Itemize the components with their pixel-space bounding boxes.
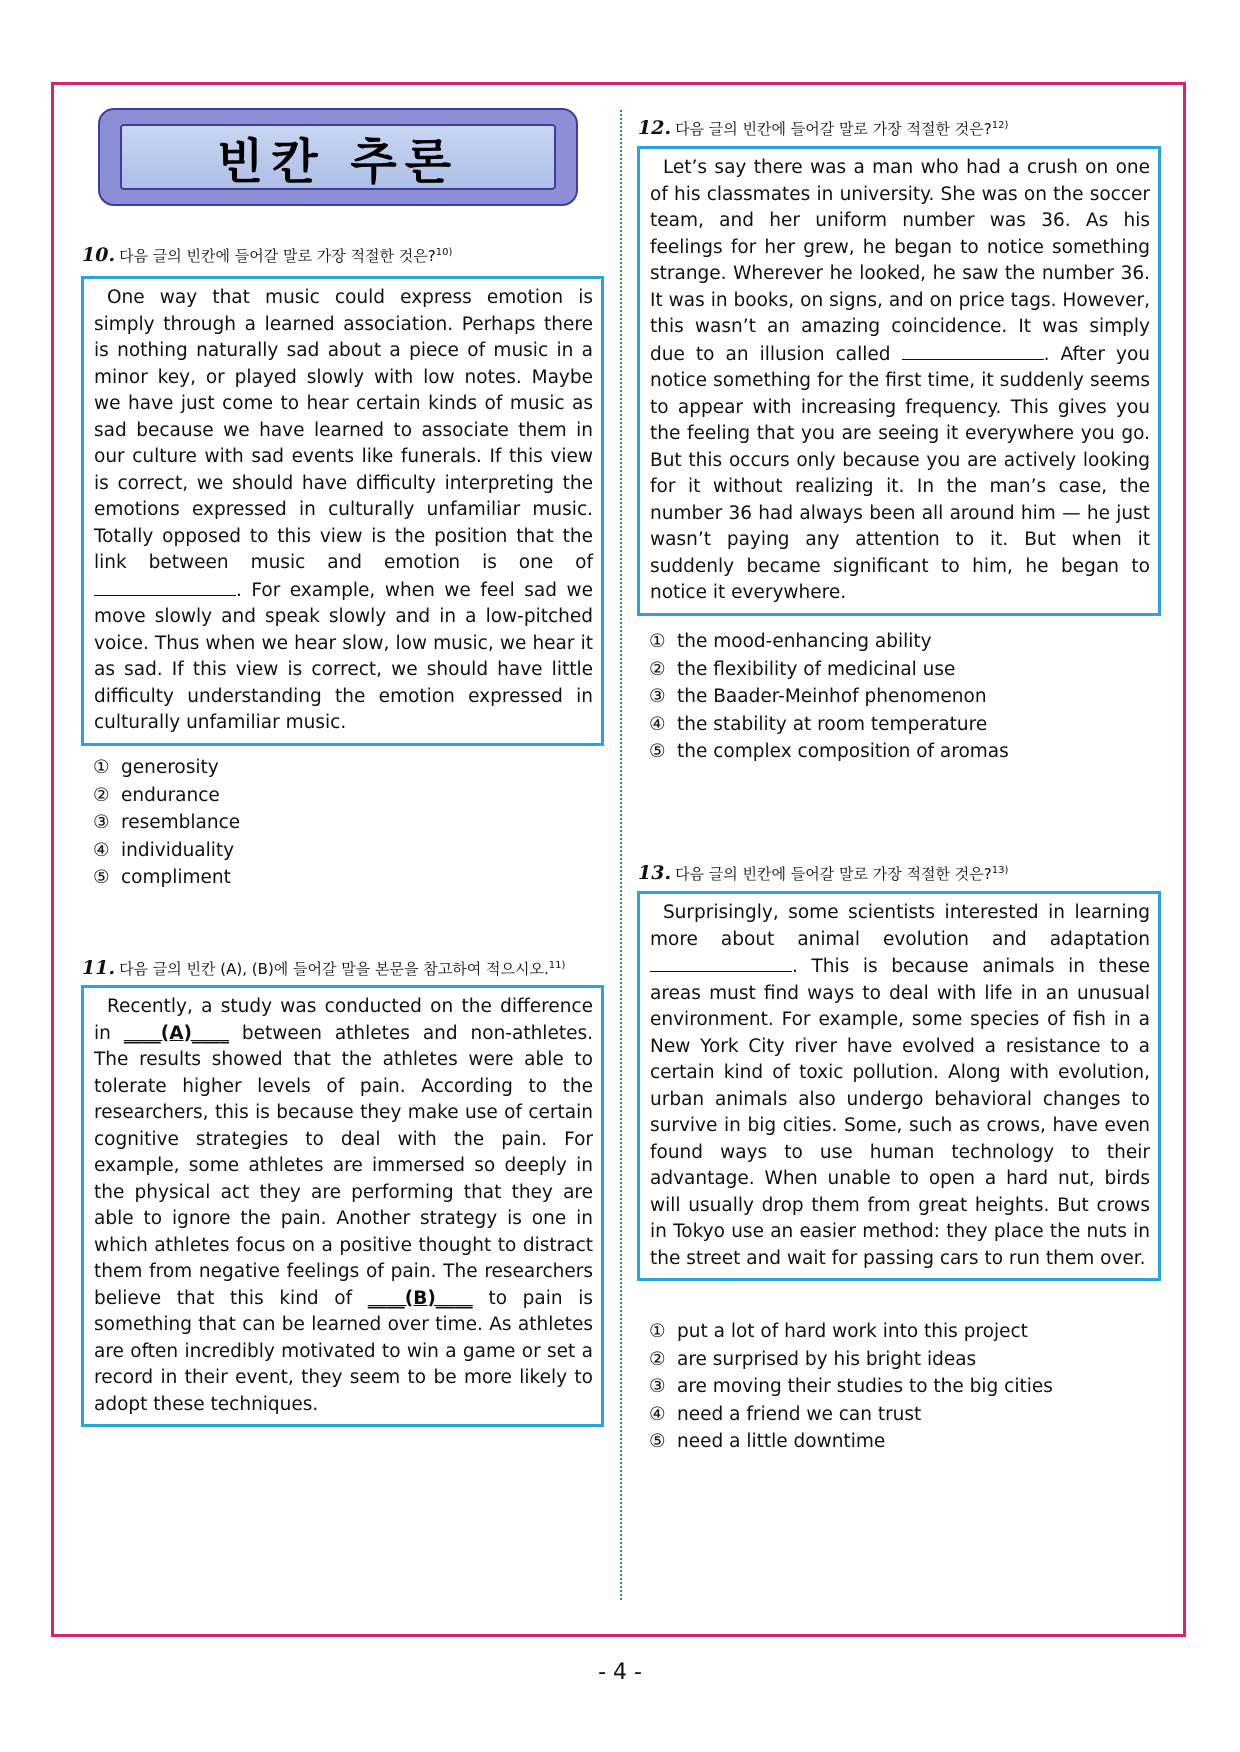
- answer-blank: [902, 341, 1044, 360]
- footnote-mark: 11): [548, 960, 566, 971]
- question-10-options: [93, 754, 240, 892]
- option-number: ④: [649, 713, 666, 735]
- answer-blank-b: ____(B)____: [367, 1287, 473, 1309]
- option-item[interactable]: [649, 1428, 1053, 1456]
- option-text: are surprised by his bright ideas: [677, 1348, 977, 1370]
- option-item[interactable]: [649, 738, 1009, 766]
- option-number: ④: [93, 839, 110, 861]
- option-text: the mood-enhancing ability: [677, 631, 932, 652]
- option-item[interactable]: [93, 754, 240, 782]
- option-item[interactable]: [649, 1318, 1053, 1346]
- question-11-prompt: [82, 957, 565, 979]
- option-text: the flexibility of medicinal use: [677, 658, 956, 680]
- option-item[interactable]: [649, 711, 1009, 739]
- question-13-options: [649, 1318, 1053, 1456]
- question-number: 11.: [82, 957, 116, 979]
- option-number: ⑤: [649, 741, 666, 762]
- option-text: resemblance: [121, 812, 241, 833]
- option-text: need a friend we can trust: [677, 1403, 922, 1425]
- option-item[interactable]: [93, 809, 240, 837]
- option-text: compliment: [121, 867, 231, 888]
- option-number: ②: [649, 1348, 666, 1370]
- option-number: ⑤: [649, 1431, 666, 1452]
- option-number: ③: [93, 812, 110, 833]
- option-number: ①: [93, 757, 110, 778]
- question-prompt-text: 다음 글의 빈칸에 들어갈 말로 가장 적절한 것은?: [675, 865, 992, 883]
- section-title-banner: [98, 108, 578, 206]
- option-text: individuality: [121, 839, 235, 861]
- question-10-prompt: [82, 244, 452, 266]
- option-number: ④: [649, 1403, 666, 1425]
- option-text: endurance: [121, 784, 220, 806]
- question-10-passage: [81, 276, 604, 746]
- question-12-passage: [637, 146, 1161, 616]
- option-item[interactable]: [649, 1401, 1053, 1429]
- option-item[interactable]: [649, 1373, 1053, 1401]
- question-number: 12.: [638, 117, 672, 139]
- option-item[interactable]: [93, 782, 240, 810]
- option-number: ②: [649, 658, 666, 680]
- answer-blank-a: ____(A)____: [123, 1022, 230, 1044]
- question-12-prompt: [638, 117, 1008, 139]
- section-title-inner: [120, 124, 556, 190]
- question-prompt-text: 다음 글의 빈칸에 들어갈 말로 가장 적절한 것은?: [675, 120, 992, 138]
- option-text: generosity: [121, 757, 219, 778]
- passage-text: . For example, when we feel sad we move slowly and speak slowly and in a low-pitched voice. Thus when we hear slow, low music, we hear it as sad. If this view is correct, we should have little difficulty understanding the emotion expressed in culturally unfamiliar music.: [94, 579, 593, 733]
- footnote-mark: 10): [435, 247, 453, 258]
- question-12-options: [649, 628, 1009, 766]
- question-number: 13.: [638, 862, 672, 884]
- option-number: ③: [649, 686, 666, 707]
- page-number: - 4 -: [598, 1660, 642, 1685]
- option-number: ⑤: [93, 867, 110, 888]
- option-number: ①: [649, 631, 666, 652]
- question-number: 10.: [82, 244, 116, 266]
- passage-text: to pain is something that can be learned over time. As athletes are often incredibly motivated to win a game or set a record in their event, they seem to be more likely to adopt these techniques.: [94, 1287, 593, 1415]
- passage-text: between athletes and non-athletes. The results showed that the athletes were able to tolerate higher levels of pain. According to the researchers, this is because they make use of certain cognitive strategies to deal with the pain. For example, some athletes are immersed so deeply in the physical act they are performing that they are able to ignore the pain. Another strategy is one in which athletes focus on a positive thought to distract them from negative feelings of pain. The researchers believe that this kind of: [94, 1022, 593, 1309]
- passage-text: . This is because animals in these areas must find ways to deal with life in an unusual environment. For example, some species of fish in a New York City river have evolved a resistance to a certain kind of toxic pollution. Along with evolution, urban animals also undergo behavioral changes to survive in big cities. Some, such as crows, have even found ways to use human technology to their advantage. When unable to open a hard nut, birds will usually drop them from great heights. But crows in Tokyo use an easier method: they place the nuts in the street and wait for passing cars to run them over.: [650, 956, 1150, 1269]
- question-prompt-text: 다음 글의 빈칸 (A), (B)에 들어갈 말을 본문을 참고하여 적으시오.: [119, 960, 549, 978]
- question-13-prompt: [638, 862, 1008, 884]
- option-text: are moving their studies to the big cities: [677, 1376, 1053, 1397]
- passage-text: . After you notice something for the first time, it suddenly seems to appear with increasing frequency. This gives you the feeling that you are seeing it everywhere you go. But this occurs only because you are actively looking for it without realizing it. In the man’s case, the number 36 had always been all around him — he just wasn’t paying any attention to it. But when it suddenly became significant to him, he began to notice it everywhere.: [650, 343, 1150, 603]
- option-text: need a little downtime: [677, 1431, 886, 1452]
- passage-text: Let’s say there was a man who had a crush on one of his classmates in university. She was on the soccer team, and her uniform number was 36. As his feelings for her grew, he began to notice something strange. Wherever he looked, he saw the number 36. It was in books, on signs, and on price tags. However, this wasn’t an amazing coincidence. It was simply due to an illusion called: [650, 157, 1150, 365]
- passage-text: Recently, a study was conducted on the difference in: [94, 996, 593, 1044]
- column-divider: [620, 110, 622, 1600]
- question-prompt-text: 다음 글의 빈칸에 들어갈 말로 가장 적절한 것은?: [119, 247, 436, 265]
- option-text: the Baader-Meinhof phenomenon: [677, 686, 987, 707]
- question-13-passage: [637, 891, 1161, 1281]
- option-text: put a lot of hard work into this project: [677, 1321, 1028, 1342]
- option-item[interactable]: [649, 656, 1009, 684]
- option-number: ①: [649, 1321, 666, 1342]
- option-item[interactable]: [649, 683, 1009, 711]
- answer-blank: [650, 953, 792, 972]
- option-item[interactable]: [93, 837, 240, 865]
- passage-text: Surprisingly, some scientists interested in learning more about animal evolution and adaptation: [650, 902, 1150, 950]
- footnote-mark: 13): [991, 865, 1009, 876]
- footnote-mark: 12): [991, 120, 1009, 131]
- answer-blank: [94, 577, 236, 596]
- section-title: 빈칸 추론: [216, 133, 460, 190]
- option-item[interactable]: [93, 864, 240, 892]
- option-text: the complex composition of aromas: [677, 741, 1009, 762]
- option-text: the stability at room temperature: [677, 713, 988, 735]
- option-item[interactable]: [649, 1346, 1053, 1374]
- option-item[interactable]: [649, 628, 1009, 656]
- option-number: ③: [649, 1376, 666, 1397]
- question-11-passage: [81, 985, 604, 1427]
- passage-text: One way that music could express emotion is simply through a learned association. Perhaps there is nothing naturally sad about a piece of music in a minor key, or played slowly with low notes. Maybe we have just come to hear certain kinds of music as sad because we have learned to associate them in our culture with sad events like funerals. If this view is correct, we should have difficulty interpreting the emotions expressed in culturally unfamiliar music. Totally opposed to this view is the position that the link between music and emotion is one of: [94, 287, 593, 573]
- option-number: ②: [93, 784, 110, 806]
